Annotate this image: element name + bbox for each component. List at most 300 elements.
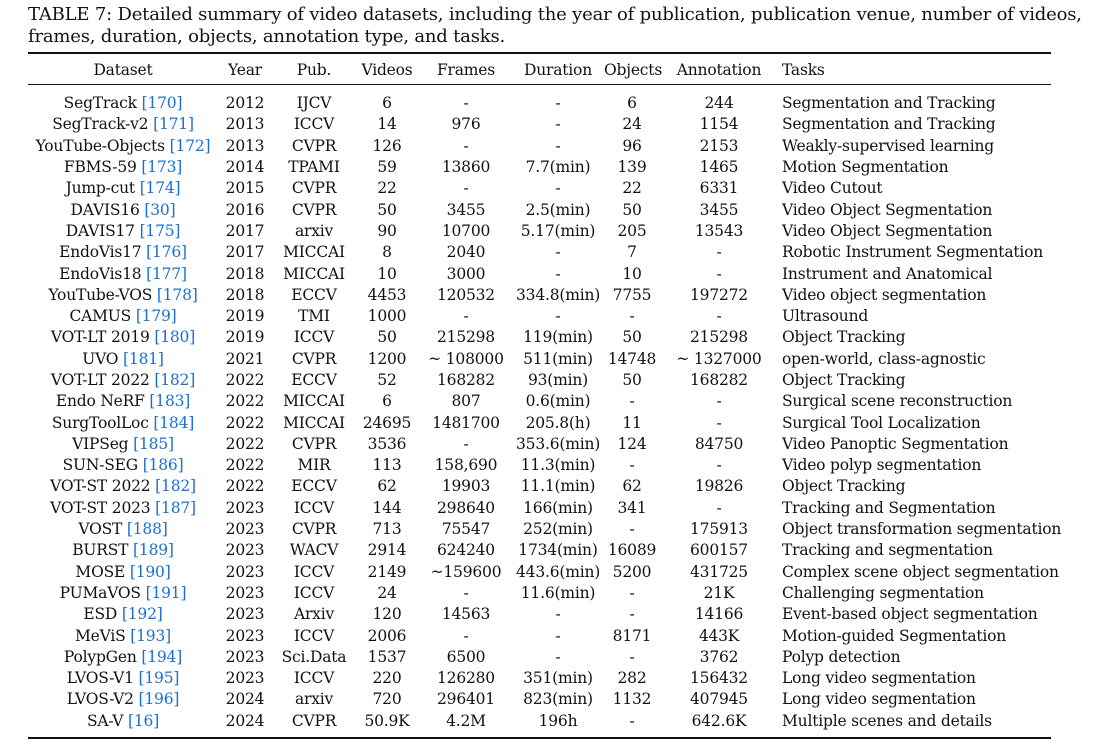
citation-link[interactable]: [192] xyxy=(121,605,163,624)
table-row xyxy=(28,498,1051,519)
cell-videos: 6 xyxy=(382,392,392,411)
cell-year: 2022 xyxy=(225,456,265,475)
cell-videos: 126 xyxy=(372,136,402,155)
table-row xyxy=(28,114,1051,135)
cell-duration: 93(min) xyxy=(527,371,589,389)
table-row xyxy=(28,434,1051,455)
cell-year: 2013 xyxy=(225,136,265,155)
cell-videos: 22 xyxy=(377,179,397,198)
citation-link[interactable]: [190] xyxy=(129,562,171,581)
cell-frames: 6500 xyxy=(446,647,486,666)
citation-link[interactable]: [189] xyxy=(133,541,174,560)
cell-pub: ICCV xyxy=(293,626,335,645)
datasets-table xyxy=(28,57,1062,732)
cell-pub: TPAMI xyxy=(288,158,340,177)
cell-annotation: - xyxy=(716,498,722,517)
cell-year: 2024 xyxy=(225,690,265,709)
cell-dataset xyxy=(28,412,218,433)
cell-annotation: 6331 xyxy=(699,179,739,198)
cell-year: 2018 xyxy=(225,285,265,304)
cell-year: 2023 xyxy=(225,562,265,581)
citation-link[interactable]: [16] xyxy=(128,711,160,730)
cell-videos: 6 xyxy=(382,94,392,113)
cell-dataset xyxy=(28,263,218,284)
table-body xyxy=(28,82,1062,732)
dataset-name: Jump-cut xyxy=(65,179,135,198)
cell-annotation: 407945 xyxy=(690,690,748,709)
cell-duration: 511(min) xyxy=(523,349,593,368)
cell-dataset xyxy=(28,306,218,327)
citation-link[interactable]: [195] xyxy=(138,669,180,688)
dataset-name: VOT-ST 2023 xyxy=(50,498,151,517)
cell-pub: ECCV xyxy=(291,285,337,304)
cell-tasks: open-world, class-agnostic xyxy=(782,349,986,368)
cell-objects: - xyxy=(629,605,635,624)
cell-duration: - xyxy=(555,179,561,198)
cell-duration: 5.17(min) xyxy=(520,221,596,240)
cell-dataset xyxy=(28,647,218,668)
cell-objects: 11 xyxy=(622,413,642,432)
cell-annotation: 1154 xyxy=(699,115,739,134)
cell-pub: CVPR xyxy=(291,711,337,730)
cell-dataset xyxy=(28,476,218,497)
citation-link[interactable]: [188] xyxy=(126,520,168,539)
cell-duration: 11.1(min) xyxy=(520,477,596,496)
cell-videos: 14 xyxy=(377,115,397,134)
cell-pub: ECCV xyxy=(291,371,337,389)
table-row xyxy=(28,199,1051,220)
cell-videos: 2914 xyxy=(367,541,407,560)
cell-year: 2024 xyxy=(225,711,265,730)
cell-dataset xyxy=(28,711,218,732)
cell-annotation: 1465 xyxy=(699,158,739,177)
citation-link[interactable]: [181] xyxy=(123,349,164,368)
cell-annotation: 84750 xyxy=(694,434,744,453)
cell-dataset xyxy=(28,540,218,561)
cell-tasks: Video object segmentation xyxy=(782,285,987,304)
cell-dataset xyxy=(28,136,218,157)
table-row xyxy=(28,625,1051,646)
cell-tasks: Video polyp segmentation xyxy=(782,456,982,475)
cell-objects: - xyxy=(629,583,635,602)
cell-year: 2022 xyxy=(225,392,265,411)
cell-pub: ICCV xyxy=(293,669,335,688)
cell-dataset xyxy=(28,285,218,306)
cell-year: 2023 xyxy=(225,583,265,602)
cell-videos: 144 xyxy=(372,498,402,517)
cell-annotation: 3762 xyxy=(699,647,739,666)
table-row xyxy=(28,178,1051,199)
citation-link[interactable]: [173] xyxy=(141,158,183,177)
cell-tasks: Video Object Segmentation xyxy=(782,221,993,240)
cell-frames: - xyxy=(463,94,469,113)
cell-frames: 168282 xyxy=(437,371,495,389)
citation-link[interactable]: [183] xyxy=(149,392,191,411)
cell-dataset xyxy=(28,114,218,135)
cell-frames: - xyxy=(463,626,469,645)
cell-pub: CVPR xyxy=(291,200,337,219)
cell-tasks: Segmentation and Tracking xyxy=(782,115,996,134)
table-row xyxy=(28,647,1051,668)
citation-link[interactable]: [174] xyxy=(139,179,181,198)
cell-dataset xyxy=(28,689,218,710)
cell-videos: 50 xyxy=(377,328,397,347)
cell-annotation: 642.6K xyxy=(691,711,747,730)
cell-tasks: Object Tracking xyxy=(782,477,906,496)
citation-link[interactable]: [30] xyxy=(144,200,176,219)
cell-videos: 120 xyxy=(372,605,402,624)
cell-annotation: ~ 1327000 xyxy=(676,349,762,368)
cell-year: 2016 xyxy=(225,200,265,219)
cell-year: 2022 xyxy=(225,477,265,496)
cell-duration: 11.3(min) xyxy=(520,456,596,475)
cell-videos: 2149 xyxy=(367,562,407,581)
citation-link[interactable]: [182] xyxy=(154,371,196,389)
cell-videos: 1200 xyxy=(367,349,407,368)
dataset-name: MOSE xyxy=(75,562,126,581)
cell-pub: Arxiv xyxy=(293,605,335,624)
cell-frames: 14563 xyxy=(441,605,491,624)
dataset-name: BURST xyxy=(72,541,129,560)
cell-frames: 624240 xyxy=(437,541,495,560)
cell-dataset xyxy=(28,221,218,242)
cell-frames: ~ 108000 xyxy=(428,349,504,368)
cell-year: 2023 xyxy=(225,520,265,539)
cell-annotation: - xyxy=(716,307,722,326)
dataset-name: VIPSeg xyxy=(72,434,129,453)
cell-year: 2022 xyxy=(225,413,265,432)
cell-year: 2023 xyxy=(225,647,265,666)
cell-duration: - xyxy=(555,626,561,645)
cell-frames: 3455 xyxy=(446,200,486,219)
cell-tasks: Tracking and Segmentation xyxy=(782,498,996,517)
citation-link[interactable]: [193] xyxy=(130,626,171,645)
table-row xyxy=(28,412,1051,433)
cell-tasks: Multiple scenes and details xyxy=(782,711,992,730)
cell-videos: 50.9K xyxy=(364,711,410,730)
cell-annotation: 600157 xyxy=(690,541,748,560)
cell-duration: 443.6(min) xyxy=(516,562,601,581)
cell-annotation: 197272 xyxy=(690,285,748,304)
cell-objects: 24 xyxy=(622,115,642,134)
table-row xyxy=(28,455,1051,476)
cell-duration: - xyxy=(555,136,561,155)
cell-year: 2014 xyxy=(225,158,265,177)
header-pub: Pub. xyxy=(296,60,332,79)
citation-link[interactable]: [187] xyxy=(155,498,196,517)
cell-dataset xyxy=(28,498,218,519)
dataset-name: FBMS-59 xyxy=(63,158,137,177)
cell-annotation: 19826 xyxy=(694,477,744,496)
cell-year: 2023 xyxy=(225,498,265,517)
cell-frames: 126280 xyxy=(437,669,495,688)
cell-videos: 2006 xyxy=(367,626,407,645)
dataset-name: EndoVis17 xyxy=(59,243,142,262)
dataset-name: VOT-LT 2019 xyxy=(50,328,150,347)
citation-link[interactable]: [186] xyxy=(142,456,184,475)
cell-duration: - xyxy=(555,243,561,262)
dataset-name: DAVIS16 xyxy=(70,200,140,219)
cell-dataset xyxy=(28,391,218,412)
cell-tasks: Polyp detection xyxy=(782,647,901,666)
cell-year: 2017 xyxy=(225,221,265,240)
citation-link[interactable]: [191] xyxy=(145,583,187,602)
citation-link[interactable]: [176] xyxy=(146,243,187,262)
cell-duration: 7.7(min) xyxy=(525,158,591,177)
dataset-name: YouTube-Objects xyxy=(35,136,165,155)
cell-duration: - xyxy=(555,264,561,283)
cell-pub: WACV xyxy=(289,541,339,560)
cell-annotation: - xyxy=(716,264,722,283)
citation-link[interactable]: [171] xyxy=(153,115,194,134)
cell-frames: - xyxy=(463,583,469,602)
header-objects: Objects xyxy=(604,60,663,79)
cell-frames: 4.2M xyxy=(446,711,486,730)
cell-dataset xyxy=(28,562,218,583)
cell-pub: ICCV xyxy=(293,583,335,602)
cell-year: 2023 xyxy=(225,541,265,560)
cell-dataset xyxy=(28,327,218,348)
dataset-name: VOT-LT 2022 xyxy=(50,371,150,389)
citation-link[interactable]: [182] xyxy=(155,477,196,496)
cell-tasks: Tracking and segmentation xyxy=(782,541,993,560)
cell-year: 2019 xyxy=(225,307,265,326)
cell-annotation: 3455 xyxy=(699,200,739,219)
cell-tasks: Challenging segmentation xyxy=(782,583,984,602)
cell-year: 2022 xyxy=(225,371,265,389)
cell-pub: MIR xyxy=(297,456,331,475)
cell-pub: arxiv xyxy=(294,690,334,709)
cell-objects: 16089 xyxy=(607,541,657,560)
cell-duration: 353.6(min) xyxy=(516,434,601,453)
cell-year: 2023 xyxy=(225,626,265,645)
cell-objects: 50 xyxy=(622,328,642,347)
table-row xyxy=(28,604,1051,625)
citation-link[interactable]: [177] xyxy=(146,264,187,283)
cell-objects: - xyxy=(629,392,635,411)
dataset-name: LVOS-V1 xyxy=(66,669,134,688)
cell-videos: 8 xyxy=(382,243,392,262)
cell-pub: ICCV xyxy=(293,498,335,517)
cell-objects: 50 xyxy=(622,371,642,389)
table-row xyxy=(28,370,1051,391)
cell-annotation: 156432 xyxy=(690,669,748,688)
cell-tasks: Ultrasound xyxy=(782,307,869,326)
cell-duration: 1734(min) xyxy=(518,541,598,560)
table-row xyxy=(28,391,1051,412)
cell-duration: 166(min) xyxy=(523,498,593,517)
cell-objects: 7755 xyxy=(612,285,652,304)
table-caption: TABLE 7: Detailed summary of video datasets, including the year of publication, publication venue, number of videos, frames, duration, objects, annotation type, and tasks. xyxy=(28,4,1082,47)
dataset-name: SegTrack-v2 xyxy=(52,115,149,134)
cell-objects: - xyxy=(629,520,635,539)
cell-tasks: Segmentation and Tracking xyxy=(782,94,996,113)
cell-objects: 7 xyxy=(627,243,637,262)
cell-objects: - xyxy=(629,711,635,730)
cell-annotation: - xyxy=(716,456,722,475)
cell-duration: 334.8(min) xyxy=(516,285,601,304)
top-rule xyxy=(28,52,1051,54)
table-row xyxy=(28,583,1051,604)
cell-annotation: 168282 xyxy=(690,371,748,389)
dataset-name: LVOS-V2 xyxy=(66,690,134,709)
cell-pub: CVPR xyxy=(291,434,337,453)
cell-frames: 807 xyxy=(451,392,481,411)
citation-link[interactable]: [179] xyxy=(135,307,177,326)
header-videos: Videos xyxy=(361,60,413,79)
cell-dataset xyxy=(28,455,218,476)
dataset-name: PUMaVOS xyxy=(59,583,141,602)
cell-tasks: Object Tracking xyxy=(782,371,906,389)
cell-objects: - xyxy=(629,456,635,475)
cell-pub: CVPR xyxy=(291,520,337,539)
cell-pub: ICCV xyxy=(293,562,335,581)
cell-pub: ECCV xyxy=(291,477,337,496)
cell-annotation: - xyxy=(716,392,722,411)
table-row xyxy=(28,263,1051,284)
citation-link[interactable]: [172] xyxy=(169,136,211,155)
cell-videos: 220 xyxy=(372,669,402,688)
header-dataset: Dataset xyxy=(93,60,153,79)
cell-annotation: 21K xyxy=(703,583,735,602)
cell-objects: 1132 xyxy=(612,690,652,709)
cell-frames: 120532 xyxy=(437,285,495,304)
cell-objects: 341 xyxy=(617,498,647,517)
cell-year: 2013 xyxy=(225,115,265,134)
citation-link[interactable]: [178] xyxy=(156,285,198,304)
cell-tasks: Long video segmentation xyxy=(782,669,976,688)
cell-objects: 124 xyxy=(617,434,647,453)
cell-duration: - xyxy=(555,307,561,326)
cell-duration: 823(min) xyxy=(523,690,593,709)
header-tasks: Tasks xyxy=(782,60,825,79)
cell-frames: ~159600 xyxy=(430,562,502,581)
table-header-row xyxy=(28,57,1051,82)
dataset-name: YouTube-VOS xyxy=(48,285,153,304)
cell-pub: CVPR xyxy=(291,349,337,368)
cell-duration: 2.5(min) xyxy=(525,200,591,219)
cell-tasks: Instrument and Anatomical xyxy=(782,264,993,283)
cell-objects: 139 xyxy=(617,158,647,177)
table-row xyxy=(28,306,1051,327)
cell-frames: - xyxy=(463,307,469,326)
citation-link[interactable]: [184] xyxy=(153,413,195,432)
cell-pub: MICCAI xyxy=(283,264,345,283)
cell-frames: 13860 xyxy=(441,158,491,177)
table-row xyxy=(28,285,1051,306)
cell-dataset xyxy=(28,583,218,604)
table-row xyxy=(28,349,1051,370)
cell-tasks: Video Object Segmentation xyxy=(782,200,993,219)
cell-frames: 158,690 xyxy=(434,456,498,475)
citation-link[interactable]: [180] xyxy=(154,328,196,347)
cell-year: 2023 xyxy=(225,605,265,624)
citation-link[interactable]: [175] xyxy=(139,221,181,240)
cell-frames: 2040 xyxy=(446,243,486,262)
table-row xyxy=(28,327,1051,348)
citation-link[interactable]: [170] xyxy=(141,94,183,113)
cell-videos: 720 xyxy=(372,690,402,709)
cell-frames: 10700 xyxy=(441,221,491,240)
cell-tasks: Surgical scene reconstruction xyxy=(782,392,1013,411)
header-duration: Duration xyxy=(524,60,592,79)
bottom-rule xyxy=(28,737,1051,739)
cell-annotation: - xyxy=(716,413,722,432)
cell-dataset xyxy=(28,242,218,263)
cell-annotation: 2153 xyxy=(699,136,739,155)
cell-dataset xyxy=(28,668,218,689)
cell-objects: 10 xyxy=(622,264,642,283)
cell-videos: 1537 xyxy=(367,647,407,666)
cell-pub: TMI xyxy=(298,307,330,326)
cell-objects: 14748 xyxy=(607,349,657,368)
cell-year: 2023 xyxy=(225,669,265,688)
cell-duration: 205.8(h) xyxy=(525,413,591,432)
cell-year: 2012 xyxy=(225,94,265,113)
cell-pub: MICCAI xyxy=(283,243,345,262)
table-row xyxy=(28,242,1051,263)
cell-objects: 50 xyxy=(622,200,642,219)
cell-pub: MICCAI xyxy=(283,392,345,411)
cell-tasks: Event-based object segmentation xyxy=(782,605,1038,624)
cell-tasks: Weakly-supervised learning xyxy=(782,136,994,155)
table-row xyxy=(28,689,1051,710)
dataset-name: VOT-ST 2022 xyxy=(50,477,151,496)
cell-annotation: 215298 xyxy=(690,328,748,347)
dataset-name: UVO xyxy=(82,349,119,368)
citation-link[interactable]: [194] xyxy=(141,647,183,666)
cell-videos: 50 xyxy=(377,200,397,219)
table-row xyxy=(28,711,1051,732)
cell-tasks: Object transformation segmentation xyxy=(782,520,1062,539)
cell-videos: 4453 xyxy=(367,285,407,304)
cell-videos: 113 xyxy=(372,456,402,475)
cell-duration: 0.6(min) xyxy=(525,392,591,411)
cell-frames: 19903 xyxy=(441,477,491,496)
cell-tasks: Video Panoptic Segmentation xyxy=(782,434,1009,453)
cell-videos: 24 xyxy=(377,583,397,602)
cell-pub: arxiv xyxy=(294,221,334,240)
cell-objects: 62 xyxy=(622,477,642,496)
dataset-name: CAMUS xyxy=(69,307,132,326)
table-row xyxy=(28,540,1051,561)
cell-duration: 119(min) xyxy=(523,328,593,347)
cell-year: 2017 xyxy=(225,243,265,262)
cell-frames: - xyxy=(463,136,469,155)
cell-objects: 282 xyxy=(617,669,647,688)
cell-objects: - xyxy=(629,647,635,666)
table-row xyxy=(28,221,1051,242)
dataset-name: Endo NeRF xyxy=(55,392,145,411)
table-row xyxy=(28,562,1051,583)
cell-dataset xyxy=(28,82,218,114)
cell-tasks: Video Cutout xyxy=(782,179,883,198)
citation-link[interactable]: [185] xyxy=(133,434,174,453)
cell-dataset xyxy=(28,625,218,646)
cell-objects: 5200 xyxy=(612,562,652,581)
header-annotation: Annotation xyxy=(676,60,762,79)
cell-dataset xyxy=(28,349,218,370)
cell-videos: 10 xyxy=(377,264,397,283)
cell-duration: - xyxy=(555,115,561,134)
cell-videos: 90 xyxy=(377,221,397,240)
cell-tasks: Complex scene object segmentation xyxy=(782,562,1059,581)
cell-tasks: Motion Segmentation xyxy=(782,158,949,177)
cell-frames: - xyxy=(463,179,469,198)
dataset-name: SegTrack xyxy=(63,94,137,113)
cell-frames: 3000 xyxy=(446,264,486,283)
citation-link[interactable]: [196] xyxy=(138,690,180,709)
